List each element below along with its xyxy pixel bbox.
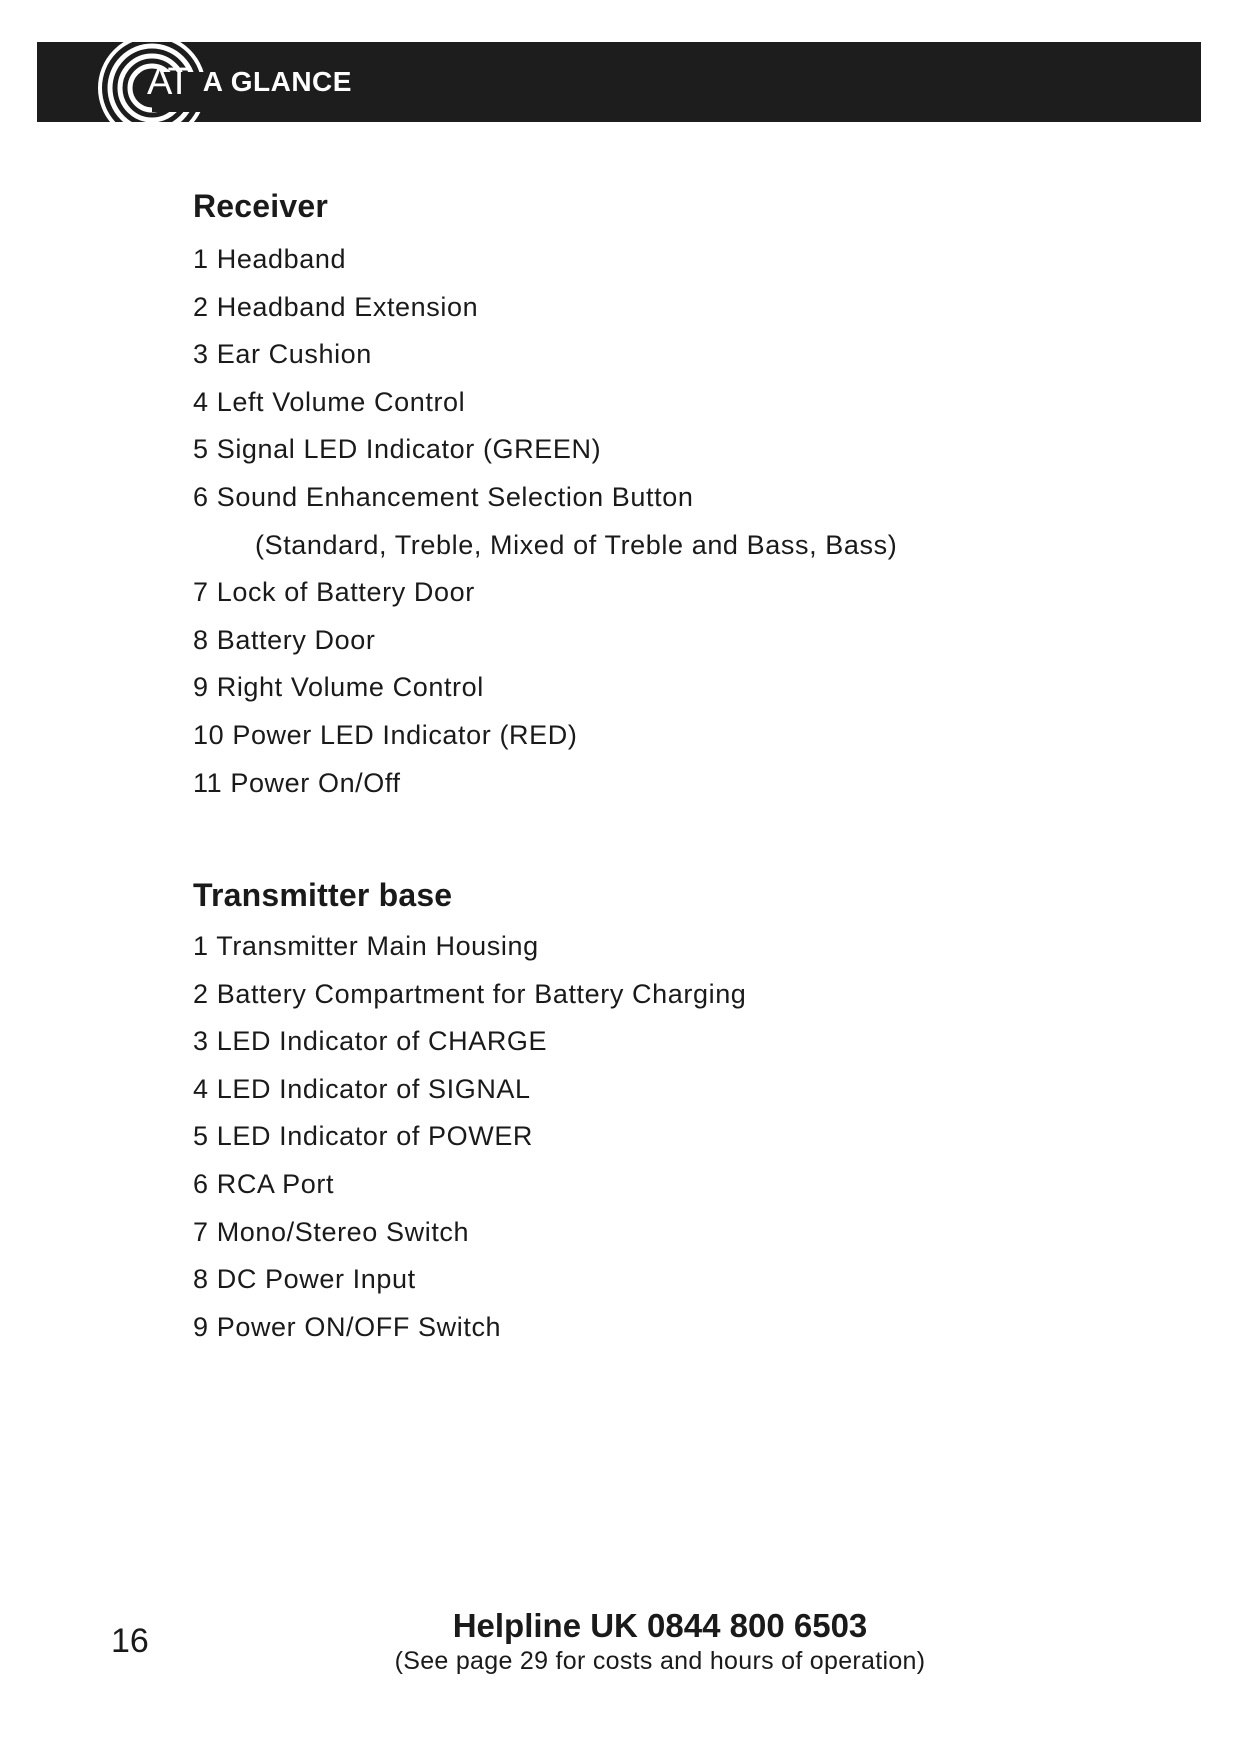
list-item: 9 Right Volume Control: [193, 672, 484, 703]
transmitter-parts-list: [193, 923, 746, 1351]
helpline-note: (See page 29 for costs and hours of operation): [394, 1647, 926, 1675]
list-item: 3 LED Indicator of CHARGE: [193, 1026, 548, 1057]
list-item: 11 Power On/Off: [193, 767, 401, 798]
page-number: 16: [111, 1622, 149, 1660]
list-item: 6 Sound Enhancement Selection Button: [193, 481, 694, 512]
list-item: 8 Battery Door: [193, 624, 376, 655]
list-item: 1 Headband: [193, 244, 347, 274]
list-item-note: (Standard, Treble, Mixed of Treble and Bass, Bass): [255, 529, 898, 560]
list-item: 3 Ear Cushion: [193, 339, 372, 370]
list-item: 7 Mono/Stereo Switch: [193, 1216, 470, 1247]
list-item: 9 Power ON/OFF Switch: [193, 1311, 502, 1342]
transmitter-heading: Transmitter base: [193, 877, 453, 913]
transmitter-section: [193, 875, 746, 1351]
receiver-section: [193, 186, 897, 807]
list-item: 2 Battery Compartment for Battery Charging: [193, 978, 747, 1009]
list-item: 2 Headband Extension: [193, 291, 479, 322]
section-title: [147, 42, 352, 122]
receiver-parts-list: [193, 236, 897, 807]
list-item: 5 LED Indicator of POWER: [193, 1121, 534, 1152]
list-item: 7 Lock of Battery Door: [193, 577, 475, 608]
title-initials: AT: [147, 60, 189, 103]
footer: [390, 1606, 930, 1676]
receiver-heading: Receiver: [193, 188, 329, 224]
list-item: 10 Power LED Indicator (RED): [193, 719, 578, 750]
list-item: 5 Signal LED Indicator (GREEN): [193, 434, 602, 465]
list-item: 4 LED Indicator of SIGNAL: [193, 1073, 531, 1104]
list-item: 8 DC Power Input: [193, 1264, 416, 1295]
list-item: 4 Left Volume Control: [193, 386, 466, 417]
list-item: 6 RCA Port: [193, 1168, 335, 1199]
title-rest: A GLANCE: [202, 66, 352, 97]
list-item: 1 Transmitter Main Housing: [193, 931, 539, 961]
helpline-number: Helpline UK 0844 800 6503: [452, 1607, 868, 1644]
